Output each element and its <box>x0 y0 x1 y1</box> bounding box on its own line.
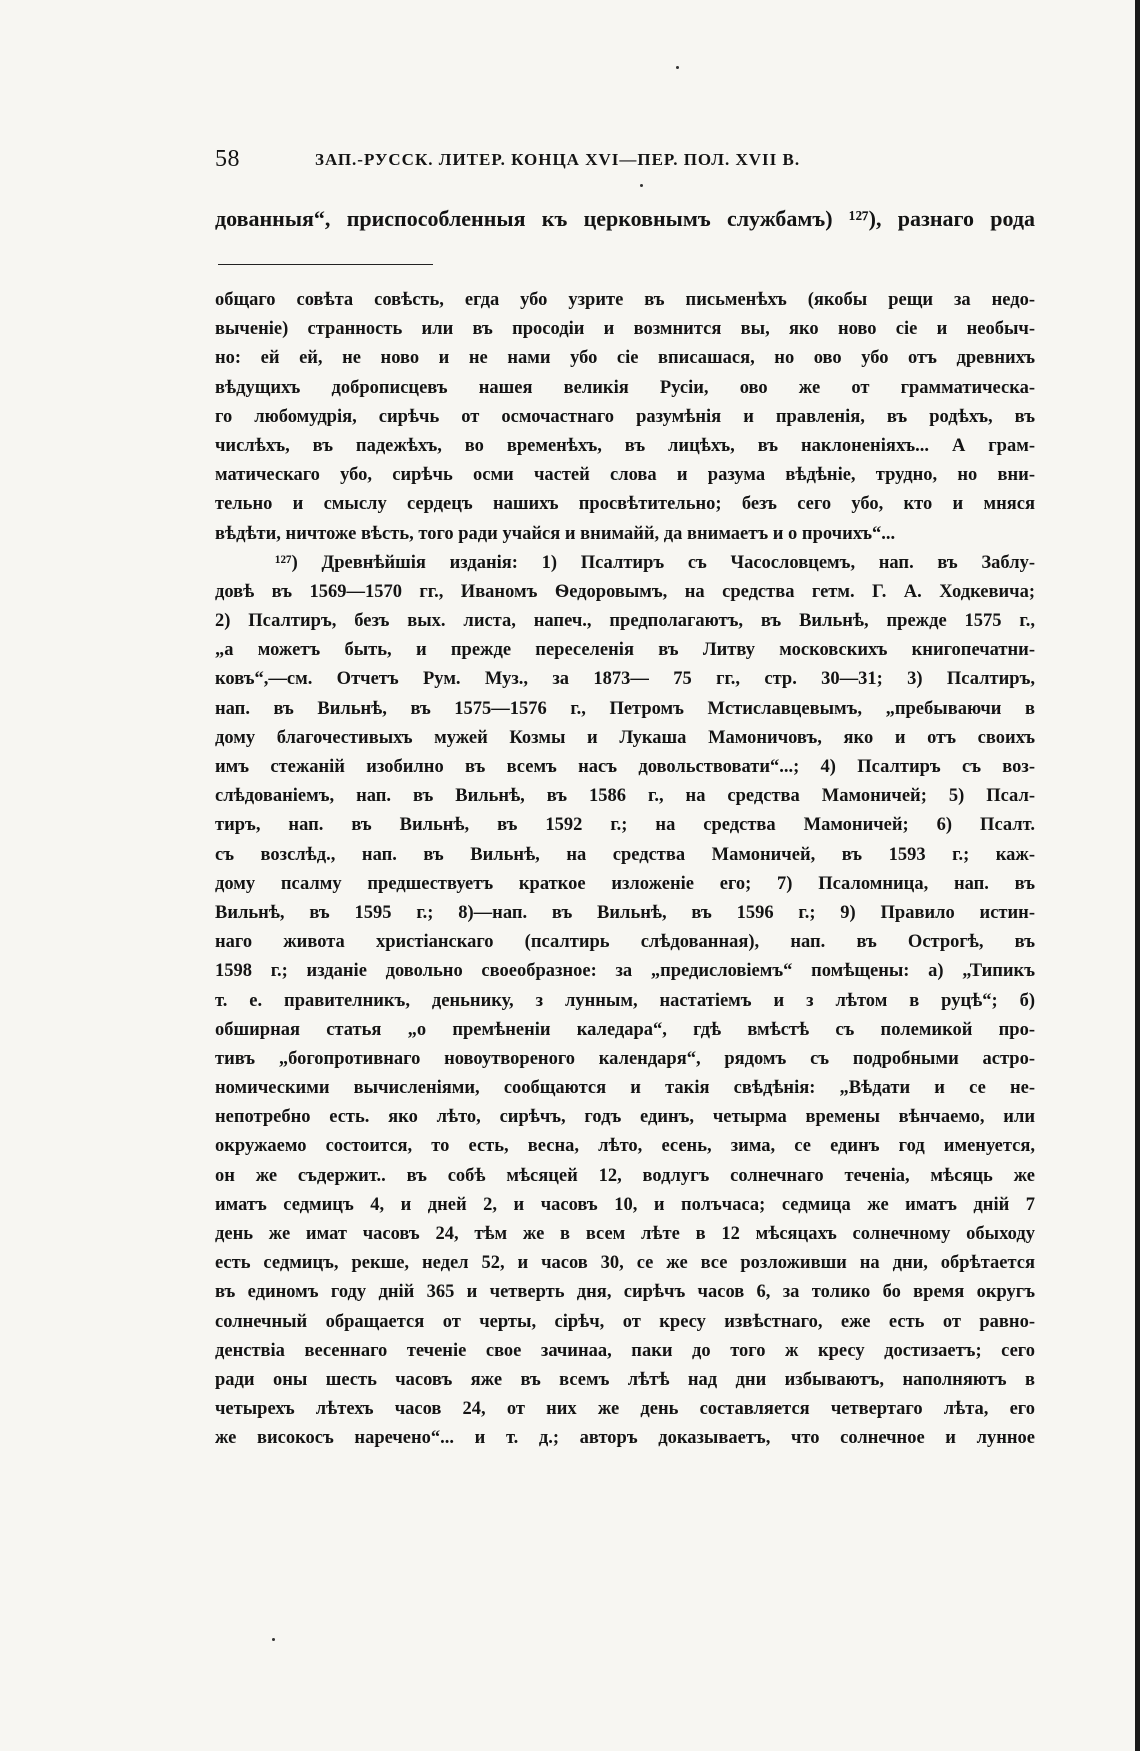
scan-speck <box>676 66 679 69</box>
footnote-line: 1598 г.; изданіе довольно своеобразное: за „предисловіемъ“ помѣщены: а) „Типикъ <box>215 961 1035 982</box>
footnote-line: наго живота христіанскаго (псалтирь слѣдованная), нап. въ Острогѣ, въ <box>215 932 1035 953</box>
scan-speck <box>272 1638 275 1641</box>
footnote-line: 2) Псалтиръ, безъ вых. листа, напеч., предполагаютъ, въ Вильнѣ, прежде 1575 г., <box>215 611 1035 632</box>
footnote-line: общаго совѣта совѣсть, егда убо узрите въ письменѣхъ (якобы рещи за недо- <box>215 290 1035 310</box>
page-edge-shadow <box>1135 0 1140 1751</box>
footnote-line: довѣ въ 1569—1570 гг., Иваномъ Ѳедоровымъ, на средства гетм. Г. А. Ходкевича; <box>215 581 1035 602</box>
footnote-line: же високосъ наречено“... и т. д.; авторъ доказываетъ, что солнечное и лунное <box>215 1428 1035 1449</box>
footnote-line: слѣдованіемъ, нап. въ Вильнѣ, въ 1586 г., на средства Мамоничей; 5) Псал- <box>215 786 1035 807</box>
footnote-line: съ возслѣд., нап. въ Вильнѣ, на средства Мамоничей, въ 1593 г.; каж- <box>215 844 1035 865</box>
footnote-line: числѣхъ, въ падежѣхъ, во временѣхъ, въ лицѣхъ, въ наклоненіяхъ... А грам- <box>215 435 1035 456</box>
footnote-line: солнечный обращается от черты, сірѣч, от кресу извѣстнаго, еже есть от равно- <box>215 1311 1035 1332</box>
footnote-line: номическими вычисленіями, сообщаются и такія свѣдѣнія: „Вѣдати и се не- <box>215 1078 1035 1099</box>
footnote-line: окружаемо состоится, то есть, весна, лѣто, есень, зима, се единъ год именуется, <box>215 1136 1035 1157</box>
page-header <box>215 146 1035 176</box>
footnote-line: выченіе) странность или въ просодіи и возмнится вы, яко ново сіе и необыч- <box>215 319 1035 340</box>
footnote-separator-rule <box>218 264 433 265</box>
running-title: ЗАП.-РУССК. ЛИТЕР. КОНЦА XVI—ПЕР. ПОЛ. XVII В. <box>315 150 801 169</box>
footnote-line: иматъ седмицъ 4, и дней 2, и часовъ 10, и полъчаса; седмица же иматъ дній 7 <box>215 1194 1035 1215</box>
footnote-line: непотребно есть. яко лѣто, сирѣчъ, годъ единъ, четырма времены вѣнчаемо, или <box>215 1107 1035 1128</box>
footnote-line: дому благочестивыхъ мужей Козмы и Лукаша Мамоничовъ, яко и отъ своихъ <box>215 727 1035 748</box>
footnote-line: он же съдержит.. въ собѣ мѣсяцей 12, водлугъ солнечнаго теченіа, мѣсяць же <box>215 1165 1035 1186</box>
footnote-line: въ единомъ году дній 365 и четверть дня, сирѣчъ часов 6, за толико бо время округъ <box>215 1282 1035 1303</box>
footnote-line: но: ей ей, не ново и не нами убо сіе вписашася, но ово убо отъ древнихъ <box>215 348 1035 369</box>
footnote-line: имъ стежаній изобилно въ всемъ насъ довольствовати“...; 4) Псалтиръ съ воз- <box>215 757 1035 777</box>
footnote-line: нап. въ Вильнѣ, въ 1575—1576 г., Петромъ Мстиславцевымъ, „пребываючи в <box>215 698 1035 719</box>
footnote-line: вѣдущихъ доброписцевъ нашея великія Русіи, ово же от грамматическа- <box>215 377 1035 398</box>
footnote-line: ради оны шесть часовъ яже въ всемъ лѣтѣ над дни избываютъ, наполняютъ в <box>215 1369 1035 1390</box>
footnote-line: матическаго убо, сирѣчь осми частей слова и разума вѣдѣніе, трудно, но вни- <box>215 465 1035 486</box>
footnote-line: четырехъ лѣтехъ часов 24, от них же день составляется четвертаго лѣта, его <box>215 1399 1035 1420</box>
page-number: 58 <box>215 146 240 172</box>
footnote-line: тельно и смыслу сердецъ нашихъ просвѣтительно; безъ сего убо, кто и мняся <box>215 494 1035 515</box>
footnote-line: Вильнѣ, въ 1595 г.; 8)—нап. въ Вильнѣ, въ 1596 г.; 9) Правило истин- <box>215 902 1035 923</box>
footnotes-block <box>215 286 1035 1454</box>
footnote-line: „а можетъ быть, и прежде переселенія въ Литву московскихъ книгопечатни- <box>215 640 1035 661</box>
footnote-line: денствіа весеннаго теченіе свое зачинаа, паки до того ж кресу достизаетъ; сего <box>215 1340 1035 1361</box>
scan-speck <box>640 184 643 187</box>
footnote-line: го любомудрія, сирѣчь от осмочастнаго разумѣнія и правленія, въ родѣхъ, въ <box>215 406 1035 427</box>
footnote-line: вѣдѣти, ничтоже вѣсть, того ради учайся и внимайй, да внимаетъ и о прочихъ“... <box>215 523 896 544</box>
footnote-line: т. е. правителникъ, деньнику, з лунным, настатіемъ и з лѣтом в руцѣ“; б) <box>215 990 1035 1011</box>
footnote-127-start: ¹²⁷) Древнѣйшія изданія: 1) Псалтиръ съ Часословцемъ, нап. въ Заблу- <box>275 552 1035 573</box>
footnote-line: ковъ“,—см. Отчетъ Рум. Муз., за 1873— 75 гг., стр. 30—31; 3) Псалтиръ, <box>215 669 1035 690</box>
footnote-line: тиръ, нап. въ Вильнѣ, въ 1592 г.; на средства Мамоничей; 6) Псалт. <box>215 815 1035 836</box>
footnote-line: есть седмицъ, рекше, недел 52, и часов 30, се же все розложивши на дни, обрѣтается <box>215 1253 1035 1274</box>
main-text-line: дованныя“, приспособленныя къ церковнымъ службамъ) ¹²⁷), разнаго рода <box>215 206 1035 231</box>
footnote-line: тивъ „богопротивнаго новоутвореного календаря“, рядомъ съ подробными астро- <box>215 1048 1035 1069</box>
footnote-line: дому псалму предшествуетъ краткое изложеніе его; 7) Псаломница, нап. въ <box>215 873 1035 894</box>
footnote-line: обширная статья „о премѣненіи каледара“, гдѣ вмѣстѣ съ полемикой про- <box>215 1019 1035 1040</box>
footnote-line: день же имат часовъ 24, тѣм же в всем лѣте в 12 мѣсяцахъ солнечному обыходу <box>215 1224 1035 1244</box>
